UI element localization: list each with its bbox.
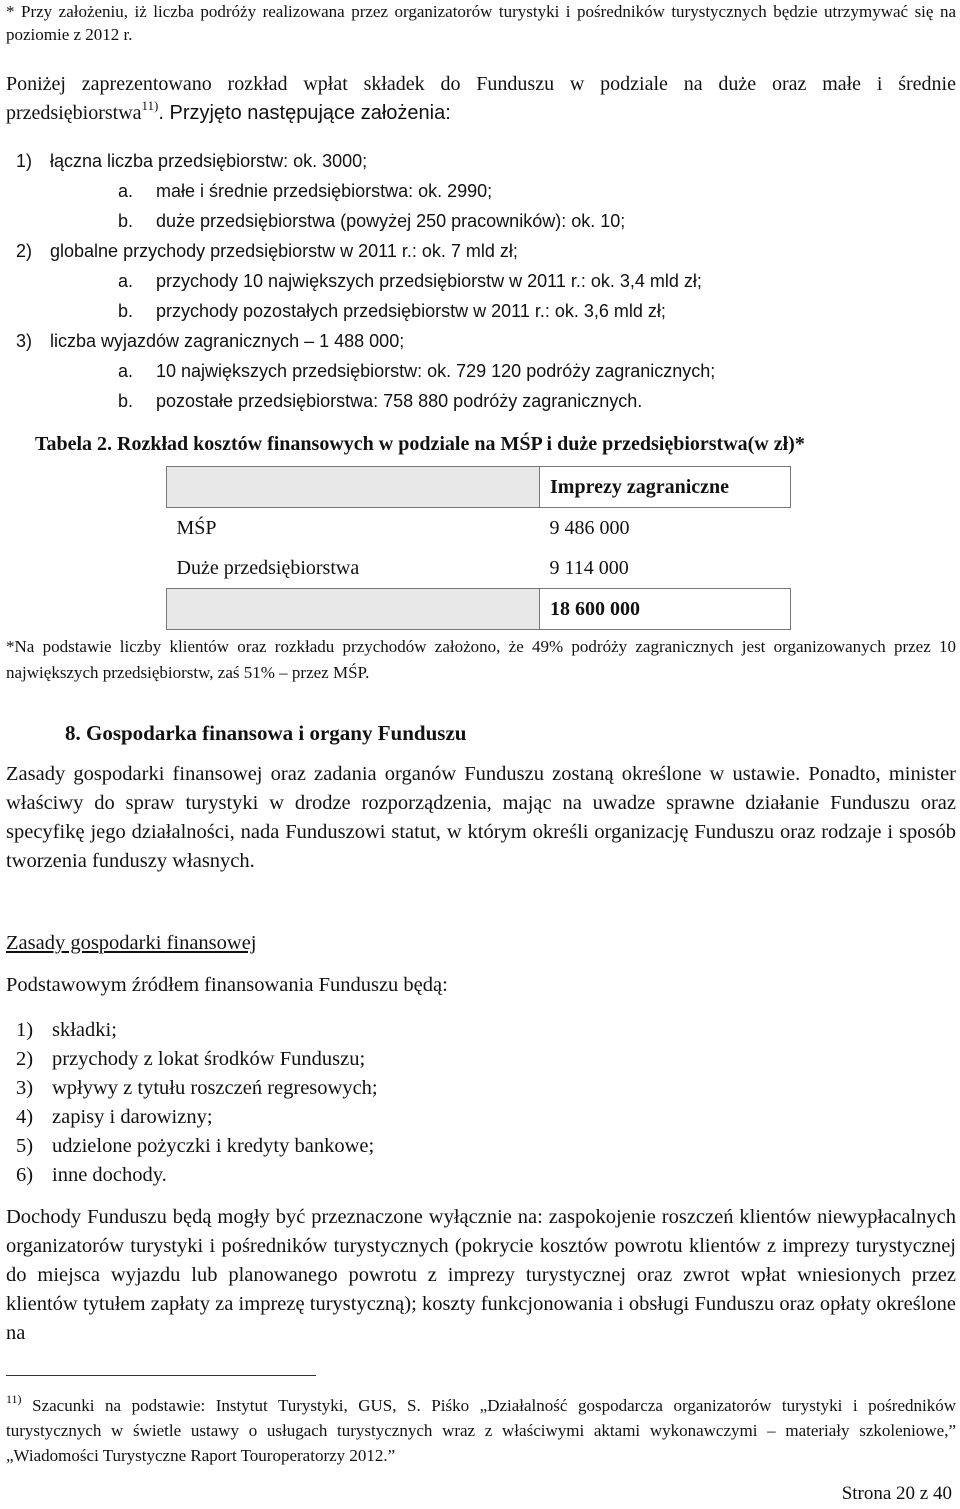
footnote-marker: 11) xyxy=(6,1392,22,1406)
footnote-text: Szacunki na podstawie: Instytut Turystyki, GUS, S. Piśko „Działalność gospodarcza organizatorów turystyki i pośredników turystycznych w świetle ustawy o usługach turystycznych wraz z właściwymi aktami wykonawczymi – materiały szkoleniowe,” „Wiadomości Turystyczne Raport Touroperatorzy 2012.” xyxy=(6,1396,956,1465)
footnote xyxy=(6,1393,956,1468)
assumption-text: 10 największych przedsiębiorstw: ok. 729 120 podróży zagranicznych; xyxy=(156,361,716,381)
list-marker: 4) xyxy=(16,1106,34,1128)
funding-source-text: udzielone pożyczki i kredyty bankowe; xyxy=(52,1135,375,1157)
list-marker: 5) xyxy=(16,1135,34,1157)
page-number: Strona 20 z 40 xyxy=(841,1483,952,1504)
assumption-text: przychody 10 największych przedsiębiorstw w 2011 r.: ok. 3,4 mld zł; xyxy=(156,271,702,291)
funding-source-text: składki; xyxy=(52,1019,117,1041)
list-marker: b. xyxy=(118,391,134,411)
table-total-empty-cell xyxy=(167,589,540,630)
list-marker: 2) xyxy=(16,1048,34,1070)
funding-source-text: wpływy z tytułu roszczeń regresowych; xyxy=(52,1077,378,1099)
assumption-item xyxy=(6,146,946,176)
finance-subheading: Zasady gospodarki finansowej xyxy=(6,932,257,954)
table-caption: Tabela 2. Rozkład kosztów finansowych w podziale na MŚP i duże przedsiębiorstwa(w zł)* xyxy=(35,433,805,455)
funding-source-item xyxy=(6,1074,378,1103)
cost-distribution-table xyxy=(166,466,791,630)
funding-source-item xyxy=(6,1103,378,1132)
funding-source-item xyxy=(6,1016,378,1045)
assumption-item xyxy=(6,296,946,326)
funding-source-item xyxy=(6,1132,378,1161)
assumption-item xyxy=(6,266,946,296)
list-marker: b. xyxy=(118,301,134,321)
section-heading: 8. Gospodarka finansowa i organy Funduszu xyxy=(65,721,467,745)
table-row-value: 9 114 000 xyxy=(549,556,629,579)
assumption-text: liczba wyjazdów zagranicznych – 1 488 000; xyxy=(50,331,405,351)
funding-source-text: zapisy i darowizny; xyxy=(52,1106,213,1128)
assumption-item xyxy=(6,386,946,416)
funding-source-item xyxy=(6,1045,378,1074)
table-header-empty-cell xyxy=(167,467,540,508)
list-marker: a. xyxy=(118,361,134,381)
intro-text: Poniżej zaprezentowano rozkład wpłat składek do Funduszu w podziale na duże oraz małe i średnie przedsiębiorstwa xyxy=(6,73,956,124)
assumptions-list xyxy=(6,146,946,416)
funding-sources-list xyxy=(6,1016,378,1190)
list-marker: 3) xyxy=(16,331,33,351)
list-marker: 2) xyxy=(16,241,33,261)
list-marker: a. xyxy=(118,181,134,201)
assumption-text: pozostałe przedsiębiorstwa: 758 880 podróży zagranicznych. xyxy=(156,391,643,411)
footnote-reference: 11) xyxy=(141,98,159,113)
list-marker: 1) xyxy=(16,1019,34,1041)
finance-lead: Podstawowym źródłem finansowania Funduszu będą: xyxy=(6,974,448,996)
table-row xyxy=(167,508,791,549)
assumption-item xyxy=(6,206,946,236)
footnote-separator xyxy=(6,1375,316,1376)
intro-paragraph xyxy=(6,70,956,128)
list-marker: b. xyxy=(118,211,134,231)
section-paragraph: Zasady gospodarki finansowej oraz zadania organów Funduszu zostaną określone w ustawie. Ponadto, minister właściwy do spraw turystyki w drodze rozporządzenia, mając na uwadze sprawne działanie Funduszu oraz specyfikę jego działalności, nada Funduszowi statut, w którym określi organizację Funduszu oraz rodzaje i sposób tworzenia funduszy własnych. xyxy=(6,763,956,872)
table-note: *Na podstawie liczby klientów oraz rozkładu przychodów założono, że 49% podróży zagranicznych jest organizowanych przez 10 największych przedsiębiorstw, zaś 51% – przez MŚP. xyxy=(6,637,956,682)
top-note: * Przy założeniu, iż liczba podróży realizowana przez organizatorów turystyki i pośredników turystycznych będzie utrzymywać się na poziomie z 2012 r. xyxy=(6,2,956,44)
list-marker: 3) xyxy=(16,1077,34,1099)
list-marker: 1) xyxy=(16,151,33,171)
table-total-row xyxy=(167,589,791,630)
funding-source-item xyxy=(6,1161,378,1190)
assumption-item xyxy=(6,236,946,266)
assumption-item xyxy=(6,356,946,386)
list-marker: a. xyxy=(118,271,134,291)
table-row-label: MŚP xyxy=(176,516,217,539)
table-row-value: 9 486 000 xyxy=(549,516,630,539)
funding-source-text: przychody z lokat środków Funduszu; xyxy=(52,1048,366,1070)
income-paragraph: Dochody Funduszu będą mogły być przeznaczone wyłącznie na: zaspokojenie roszczeń klientów niewypłacalnych organizatorów turystyki i pośredników turystycznych (pokrycie kosztów powrotu klientów z imprezy turystycznej do miejsca wyjazdu lub planowanego powrotu z imprezy turystycznej oraz zwrot wpłat wniesionych przez klientów tytułem zapłaty za imprezę turystyczną); koszty funkcjonowania i obsługi Funduszu oraz opłaty określone na xyxy=(6,1206,956,1344)
table-row-label: Duże przedsiębiorstwa xyxy=(176,556,360,579)
table-row xyxy=(167,548,791,589)
assumption-text: przychody pozostałych przedsiębiorstw w 2011 r.: ok. 3,6 mld zł; xyxy=(156,301,666,321)
table-header-cell: Imprezy zagraniczne xyxy=(540,467,791,508)
assumption-text: małe i średnie przedsiębiorstwa: ok. 2990; xyxy=(156,181,493,201)
funding-source-text: inne dochody. xyxy=(52,1164,167,1186)
assumption-text: łączna liczba przedsiębiorstw: ok. 3000; xyxy=(50,151,368,171)
assumption-item xyxy=(6,176,946,206)
table-total-value: 18 600 000 xyxy=(540,589,791,630)
assumption-text: globalne przychody przedsiębiorstw w 2011 r.: ok. 7 mld zł; xyxy=(50,241,518,261)
table-header-row xyxy=(167,467,791,508)
assumption-text: duże przedsiębiorstwa (powyżej 250 pracowników): ok. 10; xyxy=(156,211,626,231)
assumption-item xyxy=(6,326,946,356)
intro-text-after: . Przyjęto następujące założenia: xyxy=(158,102,451,124)
list-marker: 6) xyxy=(16,1164,34,1186)
